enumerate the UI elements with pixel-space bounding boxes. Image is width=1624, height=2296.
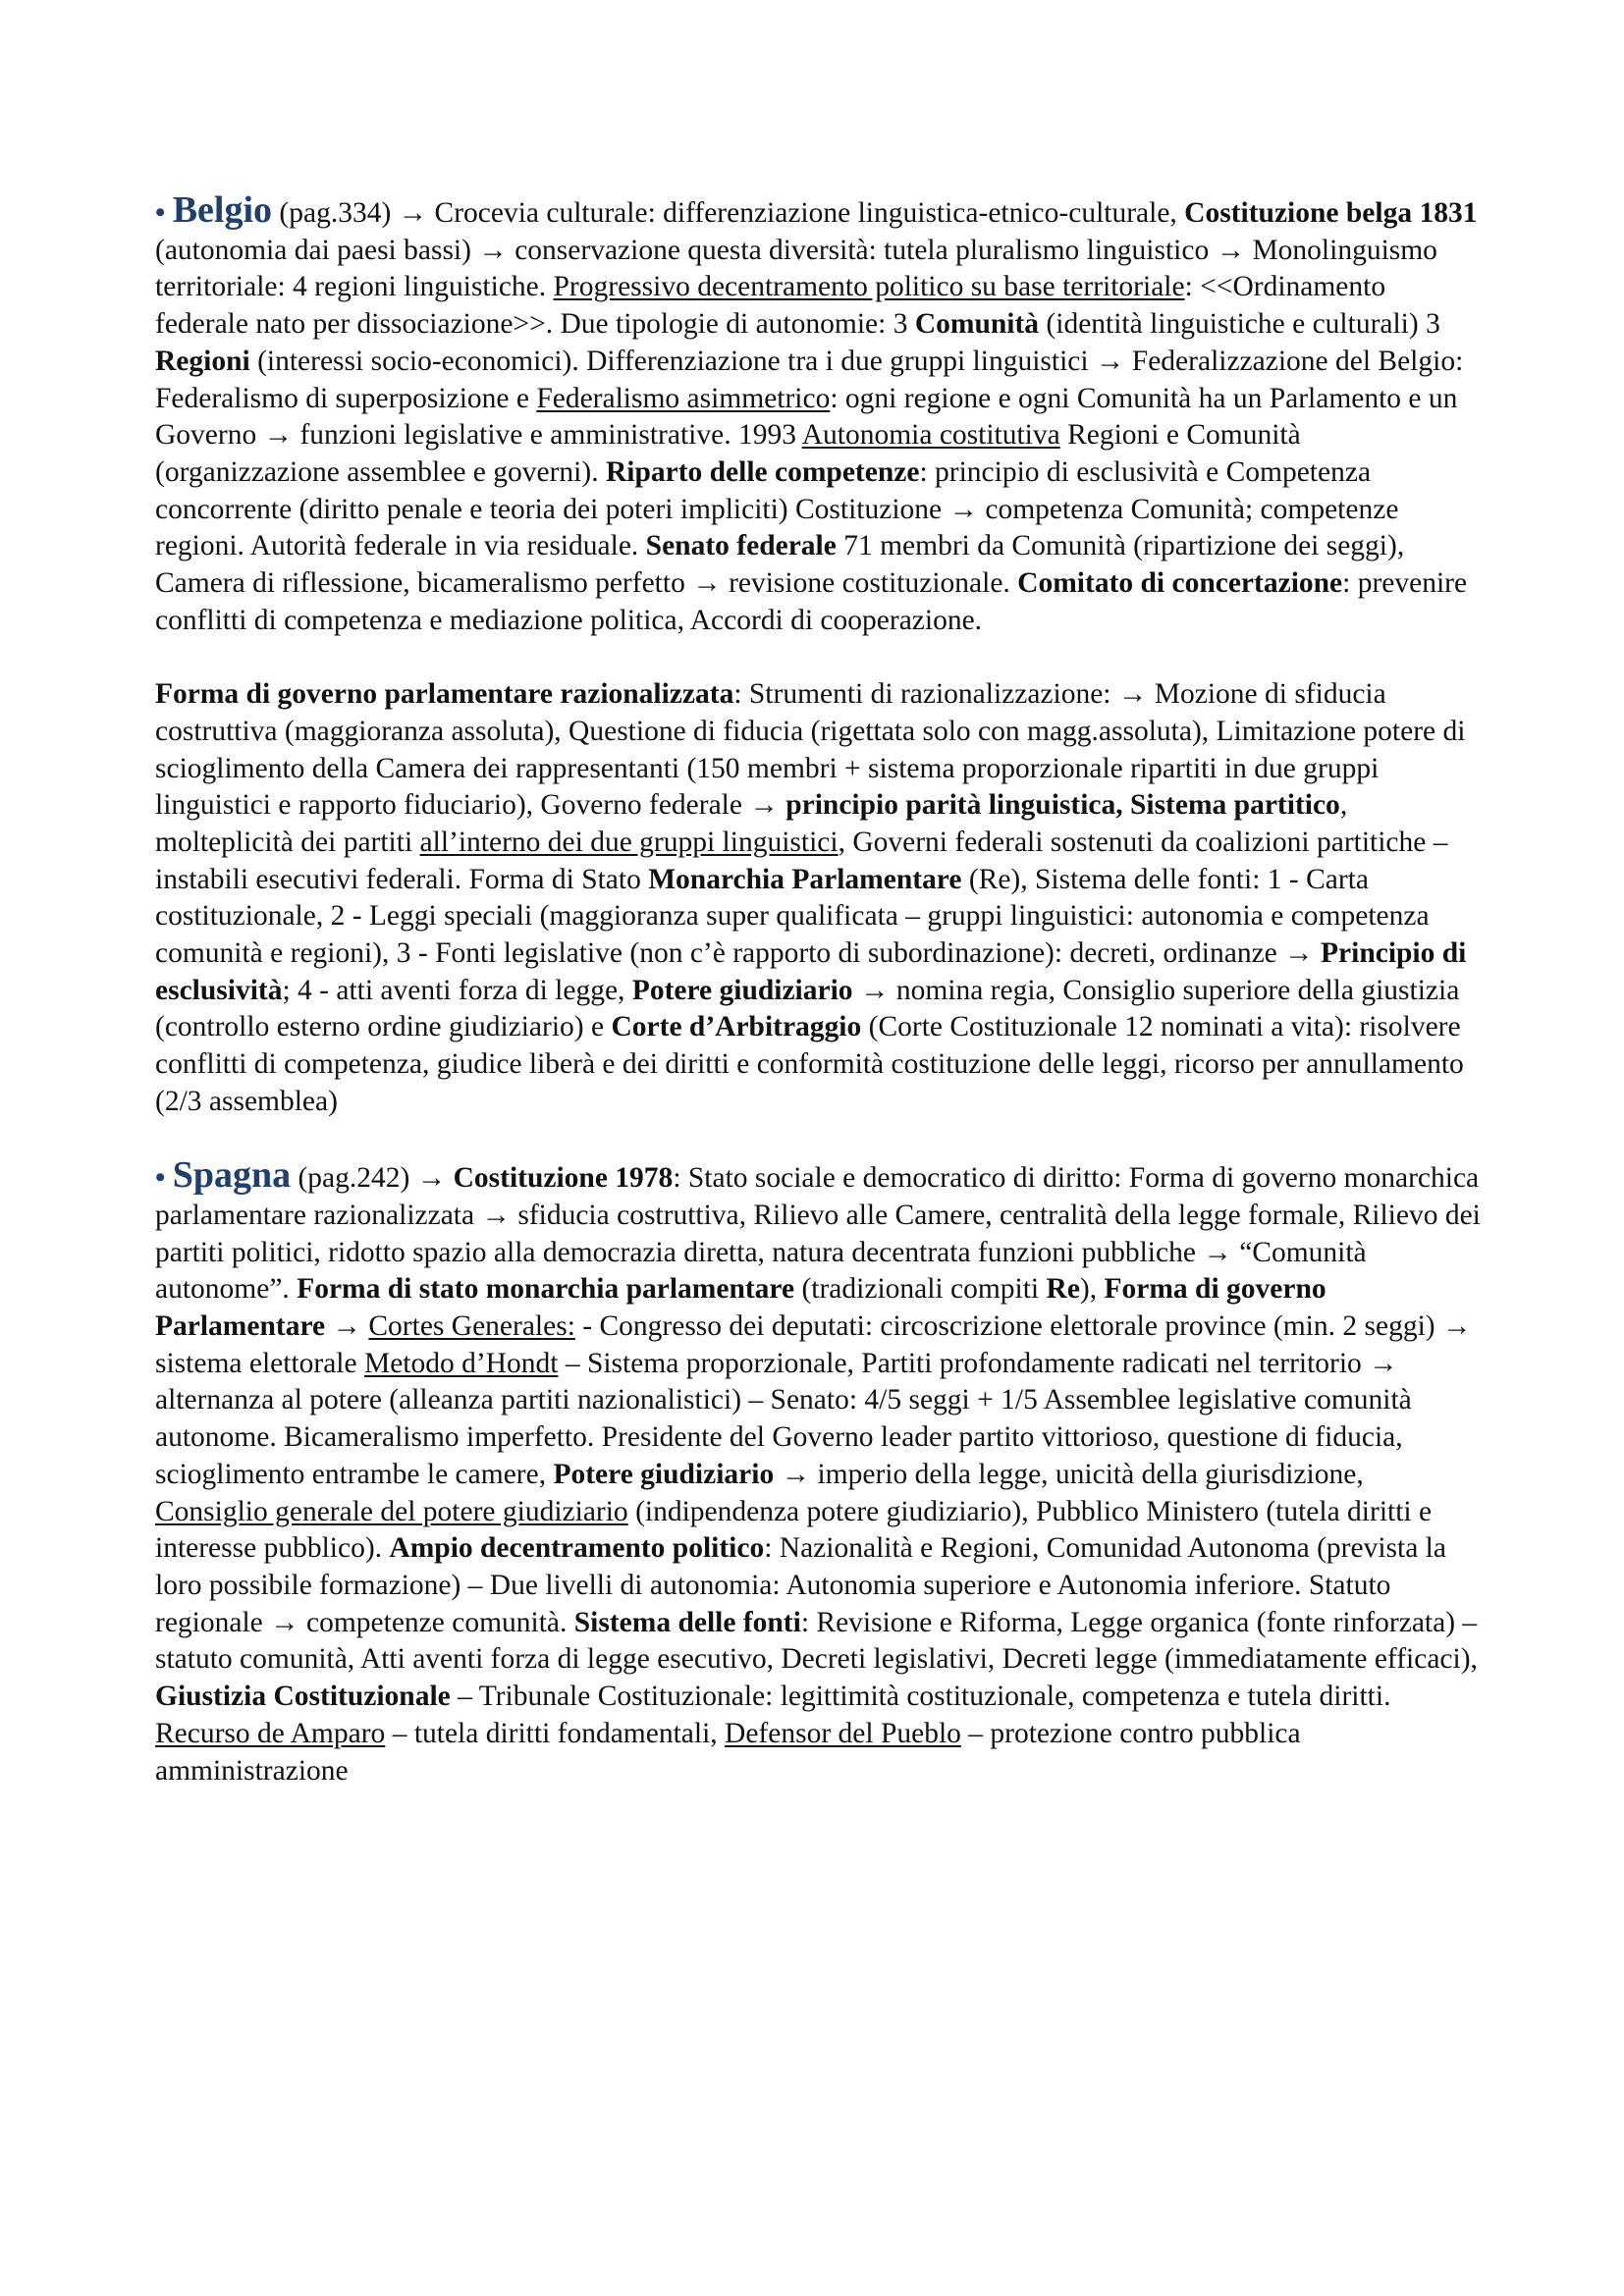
bold-term: Comunità — [914, 308, 1040, 341]
forma-governo-body — [155, 678, 1466, 1117]
text-run: – protezione contro pubblica amministrazione — [155, 1717, 1301, 1787]
text-run: (autonomia dai paesi bassi) → conservazione questa diversità: tutela pluralismo linguistico → Monolinguismo territoriale: 4 regioni linguistiche. — [155, 234, 1437, 303]
text-run: ), — [1079, 1273, 1105, 1306]
text-run: (Re), Sistema delle fonti: 1 - Carta costituzionale, 2 - Leggi speciali (maggioranza super qualificata – gruppi linguistici: autonomia e competenza comunità e regioni), 3 - Fonti legislative (non c’è rapporto di subordinazione): decreti, ordinanze → — [155, 863, 1430, 970]
bold-term: Senato federale — [645, 530, 837, 562]
text-run: – Tribunale Costituzionale: legittimità costituzionale, competenza e tutela diritti. — [450, 1681, 1391, 1713]
bold-term: Riparto delle competenze — [605, 455, 920, 488]
text-run: - Congresso dei deputati: circoscrizione elettorale province (min. 2 seggi) → sistema elettorale — [155, 1310, 1472, 1379]
bold-term: Potere giudiziario — [631, 974, 853, 1006]
paragraph-forma-governo — [155, 676, 1483, 1120]
text-run: , Governi federali sostenuti da coalizioni partitiche – instabili esecutivi federali. Forma di Stato — [155, 826, 1448, 895]
text-run: : <<Ordinamento federale nato per dissociazione>>. Due tipologie di autonomie: 3 — [155, 271, 1386, 341]
text-run: (Corte Costituzionale 12 nominati a vita): risolvere conflitti di competenza, giudice liberà e dei diritti e conformità costituzione delle leggi, ricorso per annullamento (2/3 assemblea) — [155, 1011, 1464, 1117]
bullet: • — [155, 1162, 166, 1195]
bold-term: Forma di governo parlamentare razionalizzata — [155, 678, 734, 711]
belgio-body — [155, 197, 1477, 636]
bold-term: Ampio decentramento politico — [389, 1532, 765, 1565]
text-run: : Nazionalità e Regioni, Comunidad Autonoma (prevista la loro possibile formazione) – Due livelli di autonomia: Autonomia superiore e Autonomia inferiore. Statuto regionale → competenze comunità. — [155, 1532, 1446, 1638]
spagna-body — [155, 1162, 1481, 1786]
text-run: , molteplicità dei partiti — [155, 789, 1348, 858]
underlined-term: all’interno dei due gruppi linguistici — [419, 826, 839, 858]
underlined-term: Defensor del Pueblo — [725, 1717, 961, 1749]
underlined-term: Consiglio generale del potere giudiziario — [155, 1495, 628, 1527]
bold-term: Forma di stato monarchia parlamentare — [297, 1273, 795, 1306]
underlined-term: Autonomia costitutiva — [801, 419, 1060, 452]
paragraph-spacer — [155, 1121, 1483, 1158]
text-run: ; 4 - atti aventi forza di legge, — [282, 974, 632, 1006]
text-run: : Stato sociale e democratico di diritto: Forma di governo monarchica parlamentare razionalizzata → sfiducia costruttiva, Rilievo alle Camere, centralità della legge formale, Rilievo dei partiti politici, ridotto spazio alla democrazia diretta, natura decentrata funzioni pubbliche → “Comunità autonome”. — [155, 1162, 1481, 1306]
heading-belgio: Belgio — [172, 189, 273, 231]
bold-term: Sistema delle fonti — [573, 1606, 801, 1638]
text-run: (indipendenza potere giudiziario), Pubblico Ministero (tutela diritti e interesse pubblico). — [155, 1495, 1433, 1565]
paragraph-spacer — [155, 639, 1483, 676]
underlined-term: Cortes Generales: — [368, 1310, 575, 1343]
underlined-term: Recurso de Amparo — [155, 1717, 386, 1749]
bold-term: Corte d’Arbitraggio — [611, 1011, 862, 1043]
bold-term: Forma di governo Parlamentare — [155, 1273, 1326, 1343]
text-run: (tradizionali compiti — [794, 1273, 1047, 1306]
text-run: (pag.334) → Crocevia culturale: differenziazione linguistica-etnico-culturale, — [272, 197, 1185, 229]
bold-term: Principio di esclusività — [155, 937, 1467, 1006]
text-run: 71 membri da Comunità (ripartizione dei seggi), Camera di riflessione, bicameralismo perfetto → revisione costituzionale. — [155, 530, 1405, 600]
heading-spagna: Spagna — [172, 1154, 292, 1197]
underlined-term: Progressivo decentramento politico su base territoriale — [553, 271, 1185, 303]
text-run: (pag.242) → — [291, 1162, 454, 1195]
text-run: : Revisione e Riforma, Legge organica (fonte rinforzata) – statuto comunità, Atti aventi forza di legge esecutivo, Decreti legislativi, Decreti legge (immediatamente efficaci), — [155, 1606, 1478, 1676]
text-run: Regioni e Comunità (organizzazione assemblee e governi). — [155, 419, 1301, 488]
text-run: : Strumenti di razionalizzazione: → Mozione di sfiducia costruttiva (maggioranza assoluta), Questione di fiducia (rigettata solo con magg.assoluta), Limitazione potere di scioglimento della Camera dei rappresentanti (150 membri + sistema proporzionale ripartiti in due gruppi linguistici e rapporto fiduciario), Governo federale → — [155, 678, 1466, 822]
bold-term: Costituzione belga 1831 — [1184, 197, 1478, 229]
bold-term: Potere giudiziario — [553, 1458, 775, 1490]
text-run: → — [325, 1310, 369, 1343]
text-run: – tutela diritti fondamentali, — [385, 1717, 726, 1749]
underlined-term: Metodo d’Hondt — [363, 1347, 559, 1379]
text-run: (identità linguistiche e culturali) 3 — [1039, 308, 1440, 341]
text-run: : prevenire conflitti di competenza e mediazione politica, Accordi di cooperazione. — [155, 567, 1468, 636]
paragraph-spagna — [155, 1154, 1483, 1789]
paragraph-belgio — [155, 189, 1483, 639]
bold-term: Re — [1046, 1273, 1080, 1306]
bold-term: principio parità linguistica, Sistema partitico — [785, 789, 1340, 822]
text-run: → imperio della legge, unicità della giurisdizione, — [774, 1458, 1364, 1490]
bullet: • — [155, 197, 166, 229]
text-run: – Sistema proporzionale, Partiti profondamente radicati nel territorio → alternanza al potere (alleanza partiti nazionalistici) – Senato: 4/5 seggi + 1/5 Assemblee legislative comunità autonome. Bicameralismo imperfetto. Presidente del Governo leader partito vittorioso, questione di fiducia, scioglimento entrambe le camere, — [155, 1347, 1412, 1490]
text-run: → nomina regia, Consiglio superiore della giustizia (controllo esterno ordine giudiziario) e — [155, 974, 1460, 1043]
text-run: (interessi socio-economici). Differenziazione tra i due gruppi linguistici → Federalizzazione del Belgio: Federalismo di superposizione e — [155, 345, 1464, 414]
document-page — [155, 189, 1483, 1789]
text-run: : ogni regione e ogni Comunità ha un Parlamento e un Governo → funzioni legislative e amministrative. 1993 — [155, 382, 1458, 452]
underlined-term: Federalismo asimmetrico — [536, 382, 831, 414]
bold-term: Regioni — [155, 345, 250, 377]
bold-term: Costituzione 1978 — [453, 1162, 674, 1195]
bold-term: Comitato di concertazione — [1017, 567, 1343, 600]
text-run: : principio di esclusività e Competenza concorrente (diritto penale e teoria dei poteri impliciti) Costituzione → competenza Comunità; competenze regioni. Autorità federale in via residuale. — [155, 455, 1399, 562]
bold-term: Monarchia Parlamentare — [648, 863, 962, 895]
bold-term: Giustizia Costituzionale — [155, 1681, 451, 1713]
